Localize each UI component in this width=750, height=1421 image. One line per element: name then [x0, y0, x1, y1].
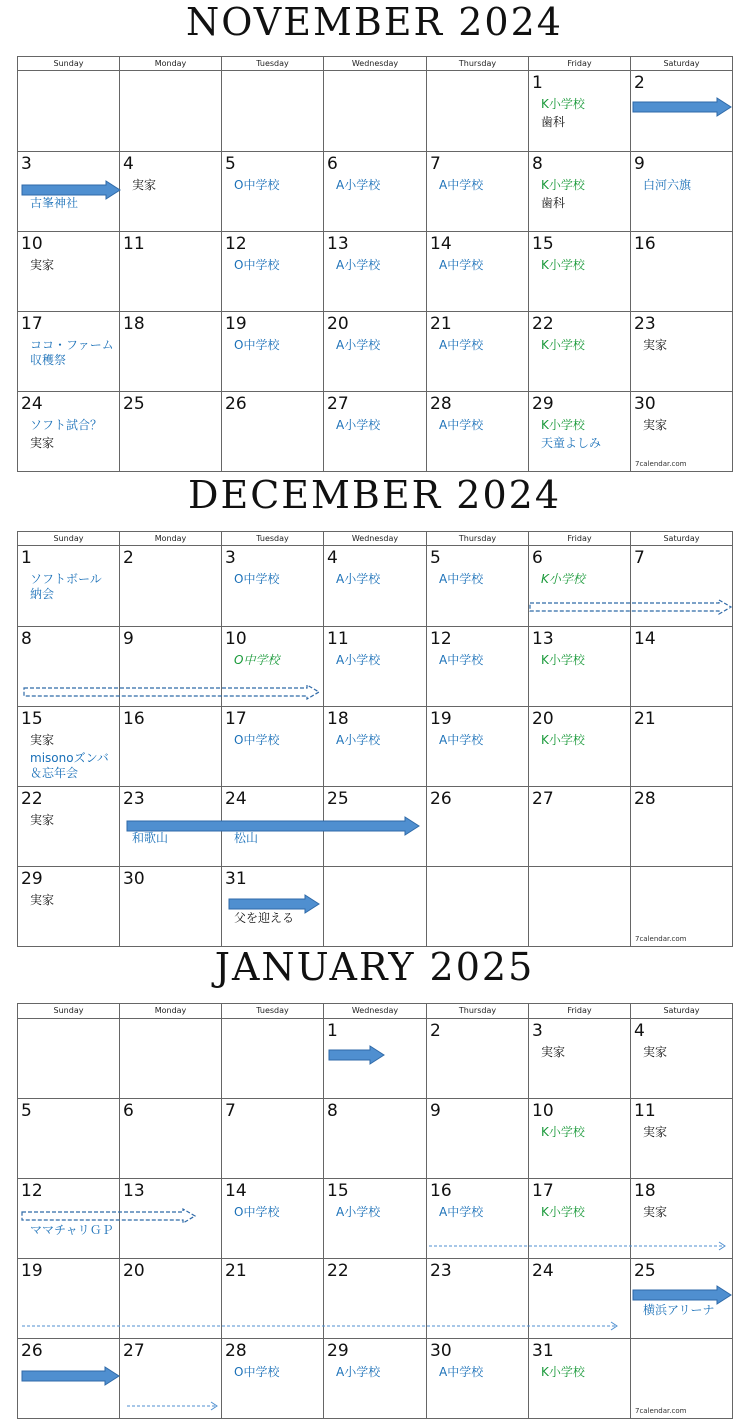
event-text: ママチャリＧＰ: [30, 1223, 114, 1237]
day-number: 26: [21, 1341, 43, 1361]
event-text: 歯科: [541, 196, 566, 210]
day-number: 31: [532, 1341, 554, 1361]
calendar-event[interactable]: [439, 653, 483, 668]
event-text: 実家: [643, 1205, 668, 1219]
event-text: 実家: [643, 418, 668, 432]
day-number: 17: [532, 1181, 554, 1201]
event-text: A中学校: [439, 653, 484, 667]
event-text: 和歌山: [132, 831, 169, 845]
day-number: 10: [21, 234, 43, 254]
day-cell[interactable]: [120, 312, 222, 392]
day-number: 6: [123, 1101, 134, 1121]
day-number: 13: [532, 629, 554, 649]
weekday-header: Sunday: [18, 1004, 120, 1019]
span-arrow-icon: [17, 1316, 750, 1336]
day-number: 11: [123, 234, 145, 254]
event-text: O中学校: [234, 338, 280, 352]
event-text: A小学校: [336, 572, 381, 586]
day-number: 10: [532, 1101, 554, 1121]
event-text: 歯科: [541, 115, 566, 129]
day-number: 16: [430, 1181, 452, 1201]
day-number: 26: [430, 789, 452, 809]
day-cell[interactable]: [222, 707, 324, 787]
day-number: 21: [225, 1261, 247, 1281]
day-cell[interactable]: [529, 312, 631, 392]
calendar-event[interactable]: [234, 572, 279, 587]
span-arrow-icon: [17, 1396, 750, 1416]
day-number: 16: [123, 709, 145, 729]
day-number: 3: [225, 548, 236, 568]
span-arrow-icon: [17, 180, 750, 200]
calendar-event[interactable]: [30, 436, 54, 451]
weekday-header: Wednesday: [324, 57, 427, 71]
calendar-event[interactable]: [336, 733, 380, 748]
day-number: 1: [532, 73, 543, 93]
calendar-event[interactable]: [643, 338, 667, 353]
day-number: 23: [634, 314, 656, 334]
event-text: K小学校: [541, 338, 585, 352]
day-number: 2: [634, 73, 645, 93]
event-text: 白河六旗: [643, 178, 692, 192]
day-number: 18: [123, 314, 145, 334]
day-number: 13: [123, 1181, 145, 1201]
day-number: 14: [634, 629, 656, 649]
event-text: A中学校: [439, 572, 484, 586]
event-text: 実家: [643, 338, 668, 352]
weekday-header: Thursday: [427, 57, 529, 71]
day-cell[interactable]: [324, 707, 427, 787]
calendar-event[interactable]: [541, 1125, 585, 1140]
event-text: 実家: [30, 893, 55, 907]
day-number: 15: [21, 709, 43, 729]
event-text: 実家: [643, 1045, 668, 1059]
weekday-header: Tuesday: [222, 532, 324, 546]
day-cell[interactable]: [222, 392, 324, 472]
span-arrow-icon: [17, 1206, 750, 1226]
event-text: 天童よしみ: [541, 436, 602, 450]
calendar-event[interactable]: [336, 653, 380, 668]
calendar-grid: [17, 531, 733, 947]
event-text: 収穫祭: [30, 353, 67, 367]
day-number: 9: [430, 1101, 441, 1121]
day-number: 17: [225, 709, 247, 729]
day-number: 12: [430, 629, 452, 649]
calendar-event[interactable]: [30, 418, 102, 433]
day-cell[interactable]: [18, 392, 120, 472]
event-text: O中学校: [234, 572, 280, 586]
day-number: 9: [634, 154, 645, 174]
day-number: 4: [123, 154, 134, 174]
day-number: 23: [430, 1261, 452, 1281]
footer-credit: 7calendar.com: [635, 935, 687, 943]
day-number: 2: [123, 548, 134, 568]
calendar-event[interactable]: [30, 338, 114, 368]
day-number: 24: [225, 789, 247, 809]
day-number: 27: [327, 394, 349, 414]
calendar-event[interactable]: [30, 258, 54, 273]
day-number: 22: [532, 314, 554, 334]
day-cell[interactable]: [529, 707, 631, 787]
event-text: A中学校: [439, 338, 484, 352]
day-number: 3: [21, 154, 32, 174]
event-text: ＆忘年会: [30, 766, 79, 780]
day-number: 7: [430, 154, 441, 174]
event-text: O中学校: [234, 653, 280, 667]
day-number: 20: [532, 709, 554, 729]
weekday-header: Wednesday: [324, 532, 427, 546]
event-text: 父を迎える: [234, 911, 295, 925]
day-number: 24: [21, 394, 43, 414]
calendar-event[interactable]: [439, 338, 483, 353]
weekday-header: Monday: [120, 57, 222, 71]
weekday-header: Monday: [120, 1004, 222, 1019]
event-text: K小学校: [541, 258, 585, 272]
day-number: 26: [225, 394, 247, 414]
day-number: 5: [21, 1101, 32, 1121]
day-cell[interactable]: [120, 392, 222, 472]
event-text: 実家: [132, 178, 157, 192]
calendar-event[interactable]: [336, 572, 380, 587]
day-cell[interactable]: [120, 232, 222, 312]
day-cell[interactable]: [324, 1099, 427, 1179]
day-number: 23: [123, 789, 145, 809]
weekday-header: Saturday: [631, 1004, 733, 1019]
weekday-header: Friday: [529, 532, 631, 546]
weekday-header: Friday: [529, 1004, 631, 1019]
weekday-header: Saturday: [631, 57, 733, 71]
day-number: 6: [532, 548, 543, 568]
day-cell[interactable]: [529, 392, 631, 472]
day-cell[interactable]: [427, 312, 529, 392]
event-text: 実家: [541, 1045, 566, 1059]
calendar-event[interactable]: [541, 418, 585, 433]
calendar-event[interactable]: [541, 115, 565, 130]
day-number: 22: [327, 1261, 349, 1281]
day-number: 28: [225, 1341, 247, 1361]
weekday-header: Thursday: [427, 532, 529, 546]
day-number: 13: [327, 234, 349, 254]
calendar-event[interactable]: [439, 418, 483, 433]
day-number: 14: [430, 234, 452, 254]
day-number: 30: [123, 869, 145, 889]
event-text: A中学校: [439, 418, 484, 432]
weekday-header: Saturday: [631, 532, 733, 546]
day-number: 28: [634, 789, 656, 809]
day-number: 3: [532, 1021, 543, 1041]
event-text: O中学校: [234, 1205, 280, 1219]
day-number: 31: [225, 869, 247, 889]
event-text: 実家: [30, 733, 55, 747]
event-text: A小学校: [336, 1365, 381, 1379]
day-number: 12: [21, 1181, 43, 1201]
event-text: 実家: [643, 1125, 668, 1139]
event-text: A中学校: [439, 733, 484, 747]
weekday-header: Friday: [529, 57, 631, 71]
event-text: A小学校: [336, 258, 381, 272]
day-number: 11: [634, 1101, 656, 1121]
day-cell[interactable]: [427, 232, 529, 312]
day-cell[interactable]: [18, 312, 120, 392]
calendar-event[interactable]: [439, 733, 483, 748]
span-arrow-icon: [17, 1285, 750, 1305]
day-number: 15: [532, 234, 554, 254]
weekday-header: Monday: [120, 532, 222, 546]
day-cell[interactable]: [324, 392, 427, 472]
event-text: 松山: [234, 831, 259, 845]
day-number: 8: [327, 1101, 338, 1121]
event-text: 実家: [30, 258, 55, 272]
calendar-event[interactable]: [234, 653, 279, 668]
event-text: A小学校: [336, 338, 381, 352]
day-cell[interactable]: [427, 1099, 529, 1179]
event-text: 実家: [30, 813, 55, 827]
span-arrow-icon: [17, 816, 750, 836]
day-cell[interactable]: [18, 1099, 120, 1179]
day-cell[interactable]: [631, 312, 733, 392]
day-cell[interactable]: [529, 1099, 631, 1179]
day-cell[interactable]: [631, 232, 733, 312]
event-text: K小学校: [541, 572, 585, 586]
day-number: 27: [123, 1341, 145, 1361]
weekday-header: Wednesday: [324, 1004, 427, 1019]
event-text: O中学校: [234, 258, 280, 272]
day-cell[interactable]: [222, 1099, 324, 1179]
day-number: 12: [225, 234, 247, 254]
day-number: 17: [21, 314, 43, 334]
day-number: 30: [430, 1341, 452, 1361]
day-number: 5: [430, 548, 441, 568]
day-number: 29: [21, 869, 43, 889]
event-text: K小学校: [541, 733, 585, 747]
day-number: 11: [327, 629, 349, 649]
weekday-header: Tuesday: [222, 1004, 324, 1019]
event-text: 古峯神社: [30, 196, 79, 210]
event-text: 納会: [30, 587, 55, 601]
day-cell[interactable]: [18, 232, 120, 312]
event-text: ソフトボール: [30, 572, 102, 586]
day-number: 25: [327, 789, 349, 809]
calendar-event[interactable]: [541, 572, 585, 587]
day-number: 29: [327, 1341, 349, 1361]
calendar-event[interactable]: [541, 733, 585, 748]
day-number: 4: [327, 548, 338, 568]
day-number: 28: [430, 394, 452, 414]
calendar-event[interactable]: [234, 258, 279, 273]
span-arrow-icon: [17, 97, 750, 117]
day-number: 21: [430, 314, 452, 334]
day-number: 8: [21, 629, 32, 649]
event-text: K小学校: [541, 178, 585, 192]
day-number: 2: [430, 1021, 441, 1041]
month-title: NOVEMBER 2024: [186, 0, 563, 44]
day-number: 21: [634, 709, 656, 729]
day-number: 6: [327, 154, 338, 174]
event-text: misonoズンバ: [30, 751, 109, 765]
calendar-event[interactable]: [336, 338, 380, 353]
day-number: 1: [21, 548, 32, 568]
calendar-event[interactable]: [643, 1125, 667, 1140]
span-arrow-icon: [17, 1045, 750, 1065]
day-cell[interactable]: [324, 312, 427, 392]
day-cell[interactable]: [631, 392, 733, 472]
day-number: 30: [634, 394, 656, 414]
day-number: 25: [634, 1261, 656, 1281]
span-arrow-icon: [17, 682, 750, 702]
day-cell[interactable]: [631, 1099, 733, 1179]
day-cell[interactable]: [222, 232, 324, 312]
event-text: A小学校: [336, 733, 381, 747]
calendar-event[interactable]: [541, 436, 601, 451]
day-number: 20: [123, 1261, 145, 1281]
weekday-header: Sunday: [18, 57, 120, 71]
event-text: A小学校: [336, 653, 381, 667]
footer-credit: 7calendar.com: [635, 460, 687, 468]
calendar-event[interactable]: [541, 338, 585, 353]
calendar-event[interactable]: [30, 733, 54, 748]
event-text: A中学校: [439, 178, 484, 192]
span-arrow-icon: [17, 597, 750, 617]
event-text: A小学校: [336, 1205, 381, 1219]
day-cell[interactable]: [120, 1099, 222, 1179]
day-number: 15: [327, 1181, 349, 1201]
day-number: 24: [532, 1261, 554, 1281]
event-text: K小学校: [541, 1205, 585, 1219]
day-cell[interactable]: [427, 392, 529, 472]
event-text: A中学校: [439, 1365, 484, 1379]
calendar-grid: [17, 56, 733, 472]
calendar-event[interactable]: [541, 653, 585, 668]
day-cell[interactable]: [427, 707, 529, 787]
day-number: 5: [225, 154, 236, 174]
day-cell[interactable]: [529, 232, 631, 312]
footer-credit: 7calendar.com: [635, 1407, 687, 1415]
day-number: 18: [634, 1181, 656, 1201]
month-title: JANUARY 2025: [214, 945, 535, 989]
calendar-event[interactable]: [234, 338, 279, 353]
day-number: 18: [327, 709, 349, 729]
calendar-event[interactable]: [234, 733, 279, 748]
event-text: A小学校: [336, 418, 381, 432]
day-number: 19: [225, 314, 247, 334]
day-number: 19: [430, 709, 452, 729]
event-text: A中学校: [439, 1205, 484, 1219]
day-number: 20: [327, 314, 349, 334]
day-number: 4: [634, 1021, 645, 1041]
calendar-event[interactable]: [336, 258, 380, 273]
calendar-event[interactable]: [643, 418, 667, 433]
day-number: 19: [21, 1261, 43, 1281]
event-text: K小学校: [541, 1125, 585, 1139]
day-cell[interactable]: [631, 707, 733, 787]
day-cell[interactable]: [18, 707, 120, 787]
event-text: O中学校: [234, 733, 280, 747]
day-number: 25: [123, 394, 145, 414]
calendar-event[interactable]: [336, 418, 380, 433]
event-text: 横浜アリーナ: [643, 1303, 715, 1317]
month-title: DECEMBER 2024: [188, 473, 561, 517]
weekday-header: Sunday: [18, 532, 120, 546]
event-text: K小学校: [541, 653, 585, 667]
event-text: 実家: [30, 436, 55, 450]
day-number: 7: [225, 1101, 236, 1121]
day-number: 14: [225, 1181, 247, 1201]
event-text: K小学校: [541, 1365, 585, 1379]
event-text: K小学校: [541, 418, 585, 432]
event-text: ココ・ファーム: [30, 338, 114, 352]
span-arrow-icon: [17, 1366, 750, 1386]
day-number: 29: [532, 394, 554, 414]
event-text: A中学校: [439, 258, 484, 272]
calendar-event[interactable]: [439, 258, 483, 273]
day-cell[interactable]: [324, 232, 427, 312]
event-text: ソフト試合？: [30, 418, 103, 432]
event-text: O中学校: [234, 1365, 280, 1379]
day-number: 1: [327, 1021, 338, 1041]
day-number: 7: [634, 548, 645, 568]
event-text: O中学校: [234, 178, 280, 192]
day-number: 27: [532, 789, 554, 809]
day-number: 8: [532, 154, 543, 174]
day-cell[interactable]: [120, 707, 222, 787]
calendar-event[interactable]: [541, 258, 585, 273]
weekday-header: Thursday: [427, 1004, 529, 1019]
span-arrow-icon: [17, 894, 750, 914]
event-text: A小学校: [336, 178, 381, 192]
day-number: 10: [225, 629, 247, 649]
day-number: 22: [21, 789, 43, 809]
day-number: 16: [634, 234, 656, 254]
span-arrow-icon: [17, 1236, 750, 1256]
calendar-event[interactable]: [30, 751, 109, 781]
day-cell[interactable]: [222, 312, 324, 392]
event-text: K小学校: [541, 97, 585, 111]
calendar-event[interactable]: [439, 572, 483, 587]
day-number: 9: [123, 629, 134, 649]
weekday-header: Tuesday: [222, 57, 324, 71]
